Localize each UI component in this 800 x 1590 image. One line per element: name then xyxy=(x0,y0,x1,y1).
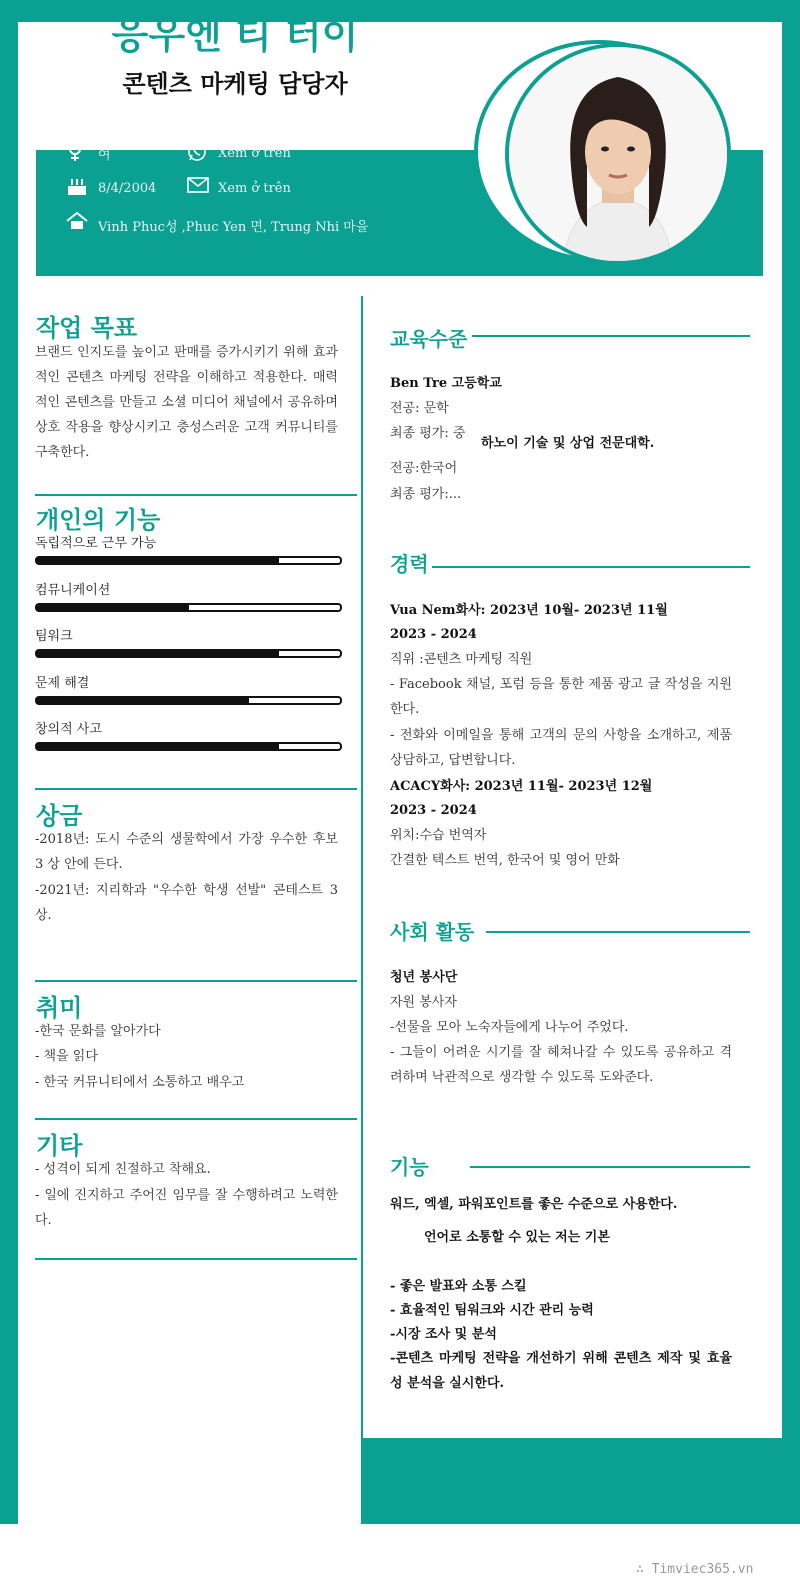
objective-title: 작업 목표 xyxy=(36,314,138,342)
job-company: Vua Nem화사: 2023년 10월- 2023년 11월 xyxy=(390,603,668,618)
hobby-item: -한국 문화를 알아가다 xyxy=(35,1024,161,1039)
activity-role: 자원 봉사자 xyxy=(390,995,457,1010)
ability-item: -콘텐츠 마케팅 전략을 개선하기 위해 콘텐츠 제작 및 효율성 분석을 실시한다. xyxy=(390,1351,732,1391)
awards-title: 상금 xyxy=(36,802,83,830)
objective-text: 브랜드 인지도를 높이고 판매를 증가시키기 위해 효과적인 콘텐츠 마케팅 전략을 이해하고 적용한다. 매력적인 콘텐츠를 만들고 소셜 미디어 채널에서 공유하며 상호 작용을 향상시키고 충성스러운 고객 커뮤니티를 구축한다. xyxy=(35,345,338,460)
school-major: 전공:한국어 xyxy=(390,461,458,476)
watermark: ∴ Timviec365.vn xyxy=(636,1562,754,1577)
job-description: - Facebook 채널, 포럼 등을 통한 제품 광고 글 작성을 지원한다. xyxy=(390,677,732,717)
skill-bar-fill xyxy=(37,651,279,656)
divider xyxy=(35,980,357,982)
activity-description: -선물을 모아 노숙자들에게 나누어 주었다. xyxy=(390,1020,629,1035)
divider xyxy=(35,1118,357,1120)
job-description: 간결한 텍스트 번역, 한국어 및 영어 만화 xyxy=(390,853,620,868)
skill-bar-fill xyxy=(37,558,279,563)
award-item: -2021년: 지리학과 "우수한 학생 선발" 콘테스트 3 상. xyxy=(35,883,338,923)
home-icon xyxy=(66,212,88,230)
column-divider xyxy=(361,296,363,1438)
other-item: - 성격이 되게 친절하고 착해요. xyxy=(35,1162,211,1177)
other-title: 기타 xyxy=(36,1132,83,1160)
job-position: 직위 :콘텐츠 마케팅 직원 xyxy=(390,652,533,667)
address-row xyxy=(66,212,369,235)
experience-title: 경력 xyxy=(390,552,429,576)
ability-item: 언어로 소통할 수 있는 저는 기본 xyxy=(424,1230,610,1245)
hobbies-title: 취미 xyxy=(36,994,83,1022)
skill-bar xyxy=(35,742,342,751)
divider xyxy=(35,494,357,496)
cake-icon xyxy=(66,176,88,196)
birthday-value: 8/4/2004 xyxy=(98,181,157,196)
job-title: 콘텐츠 마케팅 담당자 xyxy=(122,70,348,98)
skill-bar-fill xyxy=(37,605,189,610)
job-description: - 전화와 이메일을 통해 고객의 문의 사항을 소개하고, 제품 상담하고, 답변합니다. xyxy=(390,728,732,768)
skill-bar xyxy=(35,556,342,565)
gender-icon xyxy=(66,142,84,162)
ability-item: -시장 조사 및 분석 xyxy=(390,1327,497,1342)
birthday-row xyxy=(66,176,157,200)
skill-bar xyxy=(35,603,342,612)
gender-value: 여 xyxy=(98,148,111,163)
job-years: 2023 - 2024 xyxy=(390,627,477,642)
whatsapp-icon xyxy=(187,142,207,162)
title-rule xyxy=(470,1166,750,1168)
gender-row xyxy=(66,142,111,166)
school-name: 하노이 기술 및 상업 전문대학. xyxy=(481,436,655,451)
skills-title: 개인의 기능 xyxy=(36,506,161,534)
skill-bar-fill xyxy=(37,698,249,703)
other-item: - 일에 진지하고 주어진 임무를 잘 수행하려고 노력한다. xyxy=(35,1188,338,1228)
skill-bar xyxy=(35,696,342,705)
title-rule xyxy=(432,566,750,568)
school-grade: 최종 평가: 중 xyxy=(390,426,466,441)
frame-bottom-block xyxy=(361,1438,800,1524)
email-row xyxy=(187,176,291,198)
skill-bar-fill xyxy=(37,744,279,749)
skill-label: 팀워크 xyxy=(35,629,73,644)
envelope-icon xyxy=(187,176,209,194)
job-company: ACACY화사: 2023년 11월- 2023년 12월 xyxy=(390,779,653,794)
frame-right xyxy=(782,0,800,1524)
skill-label: 컴뮤니케이션 xyxy=(35,583,111,598)
skill-label: 문제 해결 xyxy=(35,676,90,691)
activity-description: - 그들이 어려운 시기를 잘 헤쳐나갈 수 있도록 공유하고 격려하며 낙관적으로 생각할 수 있도록 도와준다. xyxy=(390,1045,732,1085)
job-years: 2023 - 2024 xyxy=(390,803,477,818)
hobby-item: - 한국 커뮤니티에서 소통하고 배우고 xyxy=(35,1075,245,1090)
phone-row xyxy=(187,142,291,166)
school-major: 전공: 문학 xyxy=(390,401,449,416)
school-name: Ben Tre 고등학교 xyxy=(390,376,502,391)
frame-left xyxy=(0,0,18,1524)
address-value: Vinh Phuc성 ,Phuc Yen 면, Trung Nhi 마을 xyxy=(98,220,369,235)
skill-bar xyxy=(35,649,342,658)
ability-item: - 좋은 발표와 소통 스킬 xyxy=(390,1279,527,1294)
activity-org: 청년 봉사단 xyxy=(390,970,458,985)
job-position: 위치:수습 번역자 xyxy=(390,828,487,843)
activities-title: 사회 활동 xyxy=(390,920,475,944)
divider xyxy=(35,1258,357,1260)
award-item: -2018년: 도시 수준의 생물학에서 가장 우수한 후보 3 상 안에 든다. xyxy=(35,832,338,872)
hobby-item: - 책을 읽다 xyxy=(35,1049,98,1064)
title-rule xyxy=(472,335,750,337)
candidate-name: 응우엔 티 터이 xyxy=(111,13,359,57)
portrait-image xyxy=(509,47,727,261)
title-rule xyxy=(486,931,750,933)
email-value: Xem ở trên xyxy=(218,181,291,196)
skill-label: 창의적 사고 xyxy=(35,722,102,737)
divider xyxy=(35,788,357,790)
skill-label: 독립적으로 근무 가능 xyxy=(35,536,157,551)
ability-item: 워드, 엑셀, 파워포인트를 좋은 수준으로 사용한다. xyxy=(390,1197,678,1212)
abilities-title: 기능 xyxy=(390,1155,429,1179)
ability-item: - 효율적인 팀워크와 시간 관리 능력 xyxy=(390,1303,594,1318)
school-grade: 최종 평가:... xyxy=(390,487,462,502)
phone-value: Xem ở trên xyxy=(218,146,291,161)
education-title: 교육수준 xyxy=(390,327,468,351)
profile-photo xyxy=(505,43,731,265)
